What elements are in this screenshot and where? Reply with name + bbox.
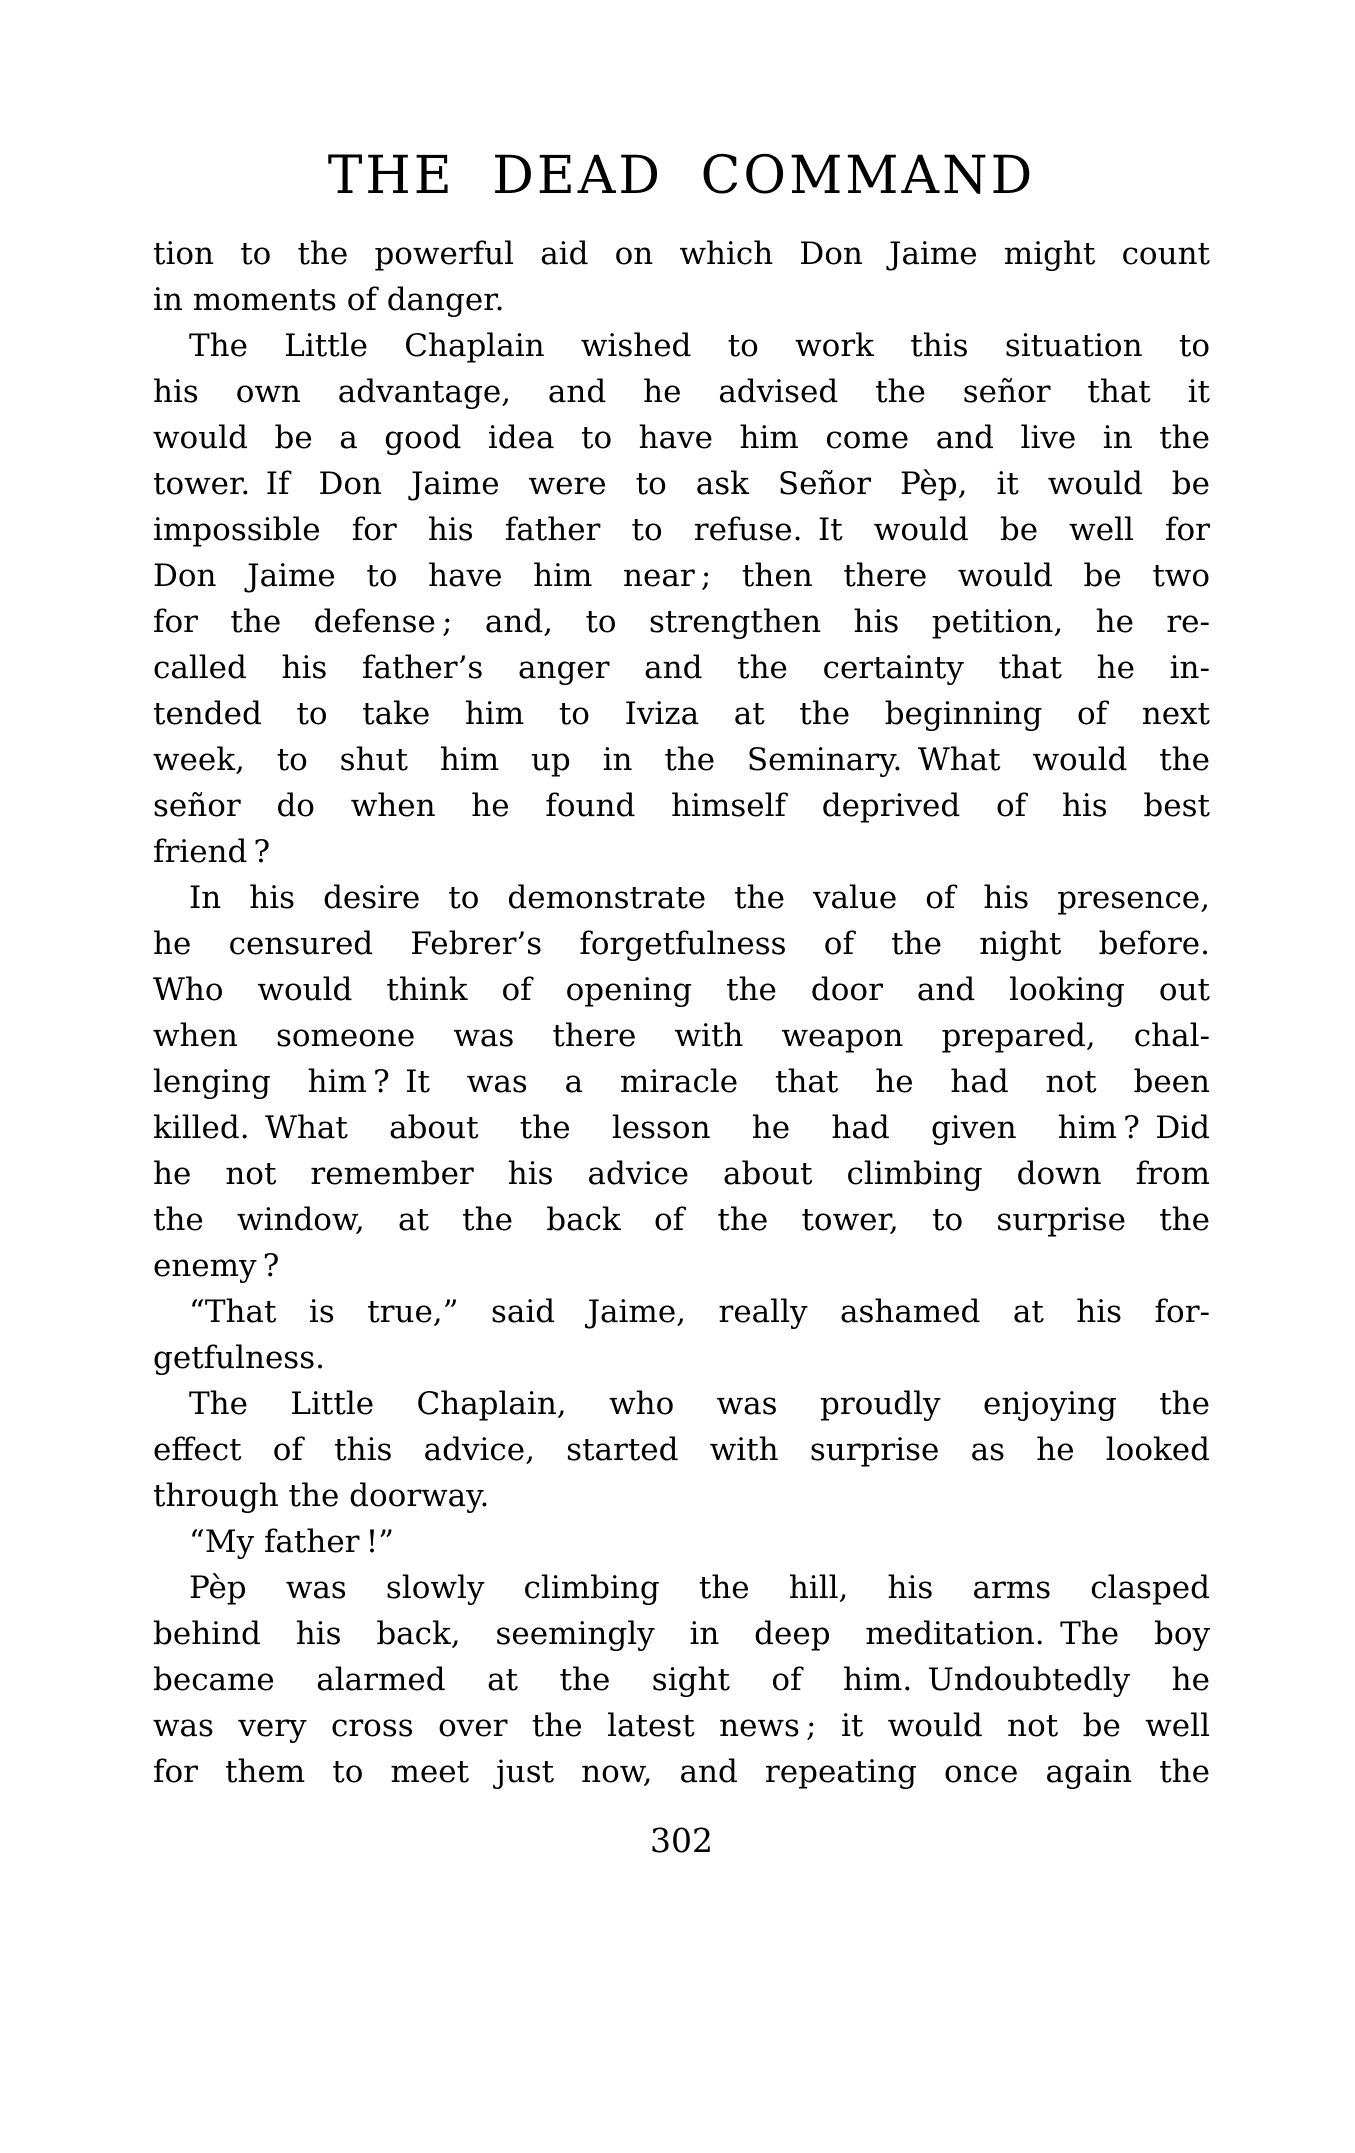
body-text	[153, 231, 1210, 1795]
text-line: he not remember his advice about climbing down from	[153, 1156, 1210, 1192]
text-line: tower. If Don Jaime were to ask Señor Pèp, it would be	[153, 466, 1210, 502]
text-line: señor do when he found himself deprived of his best	[153, 788, 1210, 824]
text-line: The Little Chaplain wished to work this situation to	[189, 328, 1210, 364]
text-line: killed. What about the lesson he had given him ? Did	[153, 1110, 1210, 1146]
text-line: became alarmed at the sight of him. Undoubtedly he	[153, 1662, 1210, 1698]
text-line: “That is true,” said Jaime, really ashamed at his for-	[189, 1294, 1210, 1330]
text-line: through the doorway.	[153, 1478, 490, 1514]
text-line: impossible for his father to refuse. It would be well for	[153, 512, 1210, 548]
text-line: In his desire to demonstrate the value of his presence,	[189, 880, 1210, 916]
text-line: he censured Febrer’s forgetfulness of the night before.	[153, 926, 1210, 962]
text-line: enemy ?	[153, 1248, 280, 1284]
text-line: tion to the powerful aid on which Don Jaime might count	[153, 236, 1210, 272]
text-line: Don Jaime to have him near ; then there would be two	[153, 558, 1210, 594]
text-line: his own advantage, and he advised the señor that it	[153, 374, 1210, 410]
text-line: for the defense ; and, to strengthen his petition, he re-	[153, 604, 1210, 640]
text-line: behind his back, seemingly in deep meditation. The boy	[153, 1616, 1210, 1652]
text-line: tended to take him to Iviza at the beginning of next	[153, 696, 1210, 732]
text-line: would be a good idea to have him come and live in the	[153, 420, 1210, 456]
page-number: 302	[650, 1821, 713, 1860]
text-line: in moments of danger.	[153, 282, 505, 318]
text-line: friend ?	[153, 834, 271, 870]
text-line: was very cross over the latest news ; it would not be well	[153, 1708, 1210, 1744]
text-line: Pèp was slowly climbing the hill, his arms clasped	[189, 1570, 1210, 1606]
text-line: week, to shut him up in the Seminary. What would the	[153, 742, 1210, 778]
text-line: the window, at the back of the tower, to surprise the	[153, 1202, 1210, 1238]
page-title: THE DEAD COMMAND	[327, 146, 1036, 206]
text-line: “My father !”	[189, 1524, 394, 1560]
text-line: for them to meet just now, and repeating once again the	[153, 1754, 1210, 1790]
text-line: Who would think of opening the door and looking out	[153, 972, 1210, 1008]
text-line: getfulness.	[153, 1340, 325, 1376]
text-line: when someone was there with weapon prepared, chal-	[153, 1018, 1210, 1054]
text-line: effect of this advice, started with surprise as he looked	[153, 1432, 1210, 1468]
text-line: lenging him ? It was a miracle that he had not been	[153, 1064, 1210, 1100]
text-line: The Little Chaplain, who was proudly enjoying the	[189, 1386, 1210, 1422]
text-line: called his father’s anger and the certainty that he in-	[153, 650, 1210, 686]
